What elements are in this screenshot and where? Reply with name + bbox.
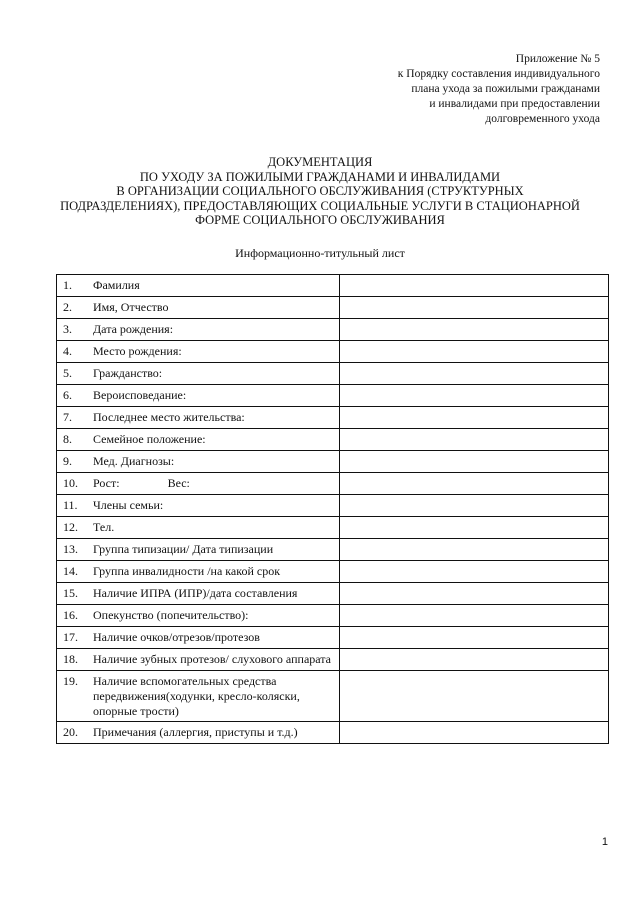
field-label: [57, 605, 339, 625]
row-label: Место рождения:: [93, 344, 182, 358]
table-row: [57, 583, 609, 605]
field-value-cell[interactable]: [340, 627, 609, 649]
row-number: 10.: [63, 476, 78, 490]
row-number: 9.: [63, 454, 72, 468]
table-row: [57, 473, 609, 495]
title-line: ПО УХОДУ ЗА ПОЖИЛЫМИ ГРАЖДАНАМИ И ИНВАЛИДАМИ: [139, 169, 501, 184]
field-value-cell[interactable]: [340, 385, 609, 407]
table-row: [57, 385, 609, 407]
row-label: Мед. Диагнозы:: [93, 454, 175, 468]
field-label: [57, 473, 339, 493]
appendix-line: долговременного ухода: [485, 113, 600, 125]
field-value-cell[interactable]: [340, 297, 609, 319]
field-value-cell[interactable]: [340, 722, 609, 744]
table-row: [57, 451, 609, 473]
row-number: 3.: [63, 322, 72, 336]
field-label-cell: [57, 517, 340, 539]
field-label-cell: [57, 451, 340, 473]
field-label-cell: [57, 363, 340, 385]
field-label-cell: [57, 495, 340, 517]
table-row: [57, 275, 609, 297]
row-label: Тел.: [93, 520, 115, 534]
row-label: Вероисповедание:: [93, 388, 187, 402]
table-row: [57, 561, 609, 583]
field-label: [57, 429, 339, 449]
table-row: [57, 495, 609, 517]
field-label: [57, 649, 339, 669]
row-label: Гражданство:: [93, 366, 163, 380]
row-number: 13.: [63, 542, 78, 556]
field-value-cell[interactable]: [340, 605, 609, 627]
row-label: Рост: Вес:: [93, 476, 190, 490]
row-label: Члены семьи:: [93, 498, 164, 512]
title-line: ФОРМЕ СОЦИАЛЬНОГО ОБСЛУЖИВАНИЯ: [195, 213, 445, 227]
field-value-cell[interactable]: [340, 319, 609, 341]
row-number: 18.: [63, 652, 78, 666]
field-value-cell[interactable]: [340, 275, 609, 297]
row-number: 12.: [63, 520, 78, 534]
field-value-cell[interactable]: [340, 517, 609, 539]
field-label: [57, 275, 339, 295]
field-value-cell[interactable]: [340, 561, 609, 583]
field-value-cell[interactable]: [340, 583, 609, 605]
field-value-cell[interactable]: [340, 473, 609, 495]
row-label: Наличие ИПРА (ИПР)/дата составления: [93, 586, 298, 600]
field-label: [57, 451, 339, 471]
sheet-subtitle: Информационно-титульный лист: [235, 246, 405, 260]
row-number: 14.: [63, 564, 78, 578]
appendix-line: Приложение № 5: [515, 53, 600, 65]
info-table: [56, 274, 609, 744]
row-label: Наличие очков/отрезов/протезов: [93, 630, 260, 644]
field-value-cell[interactable]: [340, 649, 609, 671]
title-line: ПОДРАЗДЕЛЕНИЯХ), ПРЕДОСТАВЛЯЮЩИХ СОЦИАЛЬНЫЕ УСЛУГИ В СТАЦИОНАРНОЙ: [60, 198, 580, 213]
row-label: Семейное положение:: [93, 432, 206, 446]
field-label-cell: [57, 649, 340, 671]
field-label: [57, 671, 339, 721]
field-label-cell: [57, 561, 340, 583]
field-label: [57, 341, 339, 361]
row-label: Группа типизации/ Дата типизации: [93, 542, 274, 556]
row-number: 17.: [63, 630, 78, 644]
row-number: 19.: [63, 674, 78, 688]
row-label: Группа инвалидности /на какой срок: [93, 564, 281, 578]
row-number: 4.: [63, 344, 72, 358]
page-number: 1: [601, 836, 608, 848]
field-label-cell: [57, 473, 340, 495]
table-row: [57, 341, 609, 363]
field-label-cell: [57, 297, 340, 319]
table-row: [57, 319, 609, 341]
row-number: 2.: [63, 300, 72, 314]
document-title: [40, 155, 600, 228]
table-row: [57, 429, 609, 451]
row-number: 5.: [63, 366, 72, 380]
field-label: [57, 583, 339, 603]
field-value-cell[interactable]: [340, 341, 609, 363]
table-row: [57, 539, 609, 561]
field-value-cell[interactable]: [340, 671, 609, 722]
row-label: Имя, Отчество: [93, 300, 169, 314]
row-number: 6.: [63, 388, 72, 402]
table-row: [57, 363, 609, 385]
appendix-line: к Порядку составления индивидуального: [397, 68, 600, 80]
field-label-cell: [57, 319, 340, 341]
field-value-cell[interactable]: [340, 429, 609, 451]
field-label-cell: [57, 627, 340, 649]
field-value-cell[interactable]: [340, 363, 609, 385]
field-label-cell: [57, 539, 340, 561]
field-label-cell: [57, 722, 340, 744]
row-label: Дата рождения:: [93, 322, 174, 336]
row-number: 7.: [63, 410, 72, 424]
field-label-cell: [57, 407, 340, 429]
field-label-cell: [57, 341, 340, 363]
table-row: [57, 627, 609, 649]
field-label-cell: [57, 605, 340, 627]
field-label: [57, 495, 339, 515]
field-label-cell: [57, 671, 340, 722]
row-number: 11.: [63, 498, 78, 512]
field-value-cell[interactable]: [340, 495, 609, 517]
field-label-cell: [57, 429, 340, 451]
field-label-cell: [57, 583, 340, 605]
title-line: ДОКУМЕНТАЦИЯ: [267, 155, 373, 169]
appendix-note: [340, 52, 600, 127]
field-label-cell: [57, 275, 340, 297]
field-value-cell[interactable]: [340, 539, 609, 561]
row-label: Наличие зубных протезов/ слухового аппарата: [93, 652, 331, 666]
field-label: [57, 319, 339, 339]
row-number: 15.: [63, 586, 78, 600]
field-label: [57, 385, 339, 405]
row-label: Фамилия: [93, 278, 140, 292]
row-label: Примечания (аллергия, приступы и т.д.): [93, 725, 298, 739]
info-table-body: [57, 275, 609, 744]
table-row: [57, 722, 609, 744]
field-label: [57, 627, 339, 647]
field-label: [57, 517, 339, 537]
row-number: 8.: [63, 432, 72, 446]
table-row: [57, 649, 609, 671]
row-label: Опекунство (попечительство):: [93, 608, 249, 622]
title-line: В ОРГАНИЗАЦИИ СОЦИАЛЬНОГО ОБСЛУЖИВАНИЯ (СТРУКТУРНЫХ: [116, 184, 524, 198]
table-row: [57, 517, 609, 539]
appendix-line: плана ухода за пожилыми гражданами: [411, 83, 600, 95]
field-label: [57, 539, 339, 559]
field-label: [57, 297, 339, 317]
row-number: 20.: [63, 725, 78, 739]
field-label: [57, 407, 339, 427]
row-number: 1.: [63, 278, 72, 292]
appendix-line: и инвалидами при предоставлении: [429, 98, 600, 110]
field-label: [57, 363, 339, 383]
field-value-cell[interactable]: [340, 407, 609, 429]
field-label: [57, 561, 339, 581]
table-row: [57, 671, 609, 722]
row-label: Последнее место жительства:: [93, 410, 245, 424]
table-row: [57, 297, 609, 319]
table-row: [57, 605, 609, 627]
field-value-cell[interactable]: [340, 451, 609, 473]
field-label-cell: [57, 385, 340, 407]
row-label: Наличие вспомогательных средства передвижения(ходунки, кресло-коляски, опорные трости): [93, 674, 303, 718]
field-label: [57, 722, 339, 742]
row-number: 16.: [63, 608, 78, 622]
table-row: [57, 407, 609, 429]
